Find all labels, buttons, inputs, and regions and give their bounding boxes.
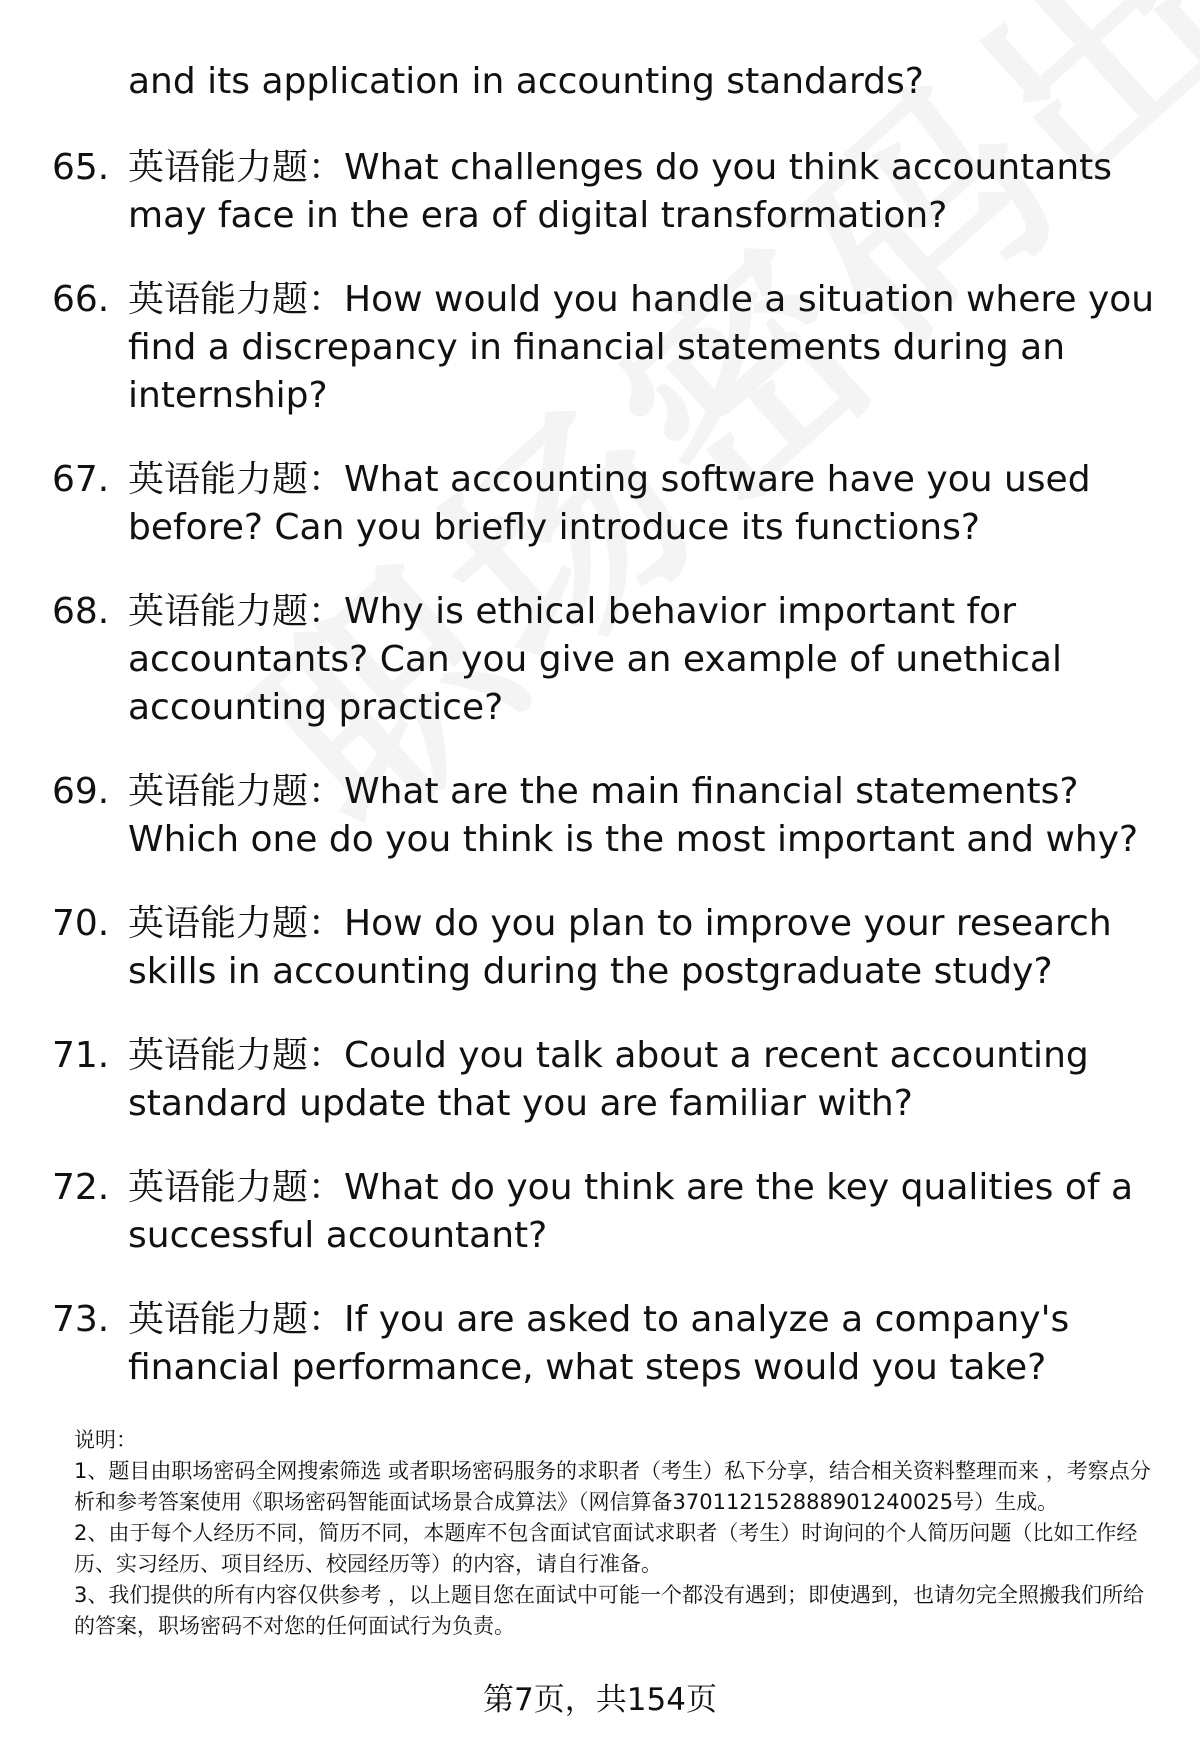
question-number: 70. xyxy=(52,903,110,944)
question-prefix: 英语能力题： xyxy=(128,903,345,944)
question-prefix: 英语能力题： xyxy=(128,459,345,500)
question-text: How do you plan to improve your research skills in accounting during the postgraduate study? xyxy=(128,903,1112,992)
page-footer: 第7页，共154页 xyxy=(483,1682,717,1718)
question-body xyxy=(128,276,1178,420)
question-text: Why is ethical behavior important for accountants? Can you give an example of unethical accounting practice? xyxy=(128,591,1062,728)
question-text: What challenges do you think accountants may face in the era of digital transformation? xyxy=(128,147,1113,236)
question-body xyxy=(128,1032,1178,1128)
notes-item: 3、我们提供的所有内容仅供参考 ，以上题目您在面试中可能一个都没有遇到；即使遇到，也请勿完全照搬我们所给的答案，职场密码不对您的任何面试行为负责。 xyxy=(74,1583,1145,1638)
question-prefix: 英语能力题： xyxy=(128,1167,345,1208)
question-continuation: and its application in accounting standards? xyxy=(128,61,924,102)
question-item xyxy=(0,768,1200,864)
question-text: How would you handle a situation where you find a discrepancy in financial statements during an internship? xyxy=(128,279,1155,416)
question-item xyxy=(0,276,1200,420)
notes-item: 1、题目由职场密码全网搜索筛选 或者职场密码服务的求职者（考生）私下分享，结合相关资料整理而来 ，考察点分析和参考答案使用《职场密码智能面试场景合成算法》（网信算备370112152888901240025号）生成。 xyxy=(74,1459,1151,1514)
notes-item: 2、由于每个人经历不同，简历不同，本题库不包含面试官面试求职者（考生）时询问的个人简历问题（比如工作经历、实习经历、项目经历、校园经历等）的内容，请自行准备。 xyxy=(74,1521,1138,1576)
question-item xyxy=(0,1296,1200,1392)
question-number: 73. xyxy=(52,1299,110,1340)
question-text: What are the main financial statements? Which one do you think is the most important and why? xyxy=(128,771,1139,860)
question-number: 71. xyxy=(52,1035,110,1076)
question-number: 72. xyxy=(52,1167,110,1208)
question-item xyxy=(0,144,1200,240)
question-item xyxy=(0,1032,1200,1128)
question-body xyxy=(128,1296,1178,1392)
question-body xyxy=(128,1164,1178,1260)
question-item xyxy=(0,1164,1200,1260)
question-prefix: 英语能力题： xyxy=(128,591,345,632)
question-item xyxy=(0,456,1200,552)
question-number: 69. xyxy=(52,771,110,812)
question-item xyxy=(0,900,1200,996)
question-text: If you are asked to analyze a company's financial performance, what steps would you take? xyxy=(128,1299,1070,1388)
question-body xyxy=(128,900,1178,996)
question-prefix: 英语能力题： xyxy=(128,147,345,188)
question-text: Could you talk about a recent accounting standard update that you are familiar with? xyxy=(128,1035,1089,1124)
notes-section xyxy=(74,1425,1154,1642)
question-prefix: 英语能力题： xyxy=(128,1035,345,1076)
question-number: 68. xyxy=(52,591,110,632)
question-text: What do you think are the key qualities of a successful accountant? xyxy=(128,1167,1134,1256)
question-prefix: 英语能力题： xyxy=(128,771,345,812)
question-text: What accounting software have you used before? Can you briefly introduce its functions? xyxy=(128,459,1091,548)
question-number: 67. xyxy=(52,459,110,500)
question-item xyxy=(0,588,1200,732)
question-body xyxy=(128,144,1178,240)
question-number: 65. xyxy=(52,147,110,188)
question-list xyxy=(0,144,1200,1428)
question-body xyxy=(128,588,1178,732)
question-body xyxy=(128,768,1178,864)
question-body xyxy=(128,456,1178,552)
question-prefix: 英语能力题： xyxy=(128,279,345,320)
question-prefix: 英语能力题： xyxy=(128,1299,345,1340)
notes-heading: 说明： xyxy=(74,1428,137,1452)
question-number: 66. xyxy=(52,279,110,320)
